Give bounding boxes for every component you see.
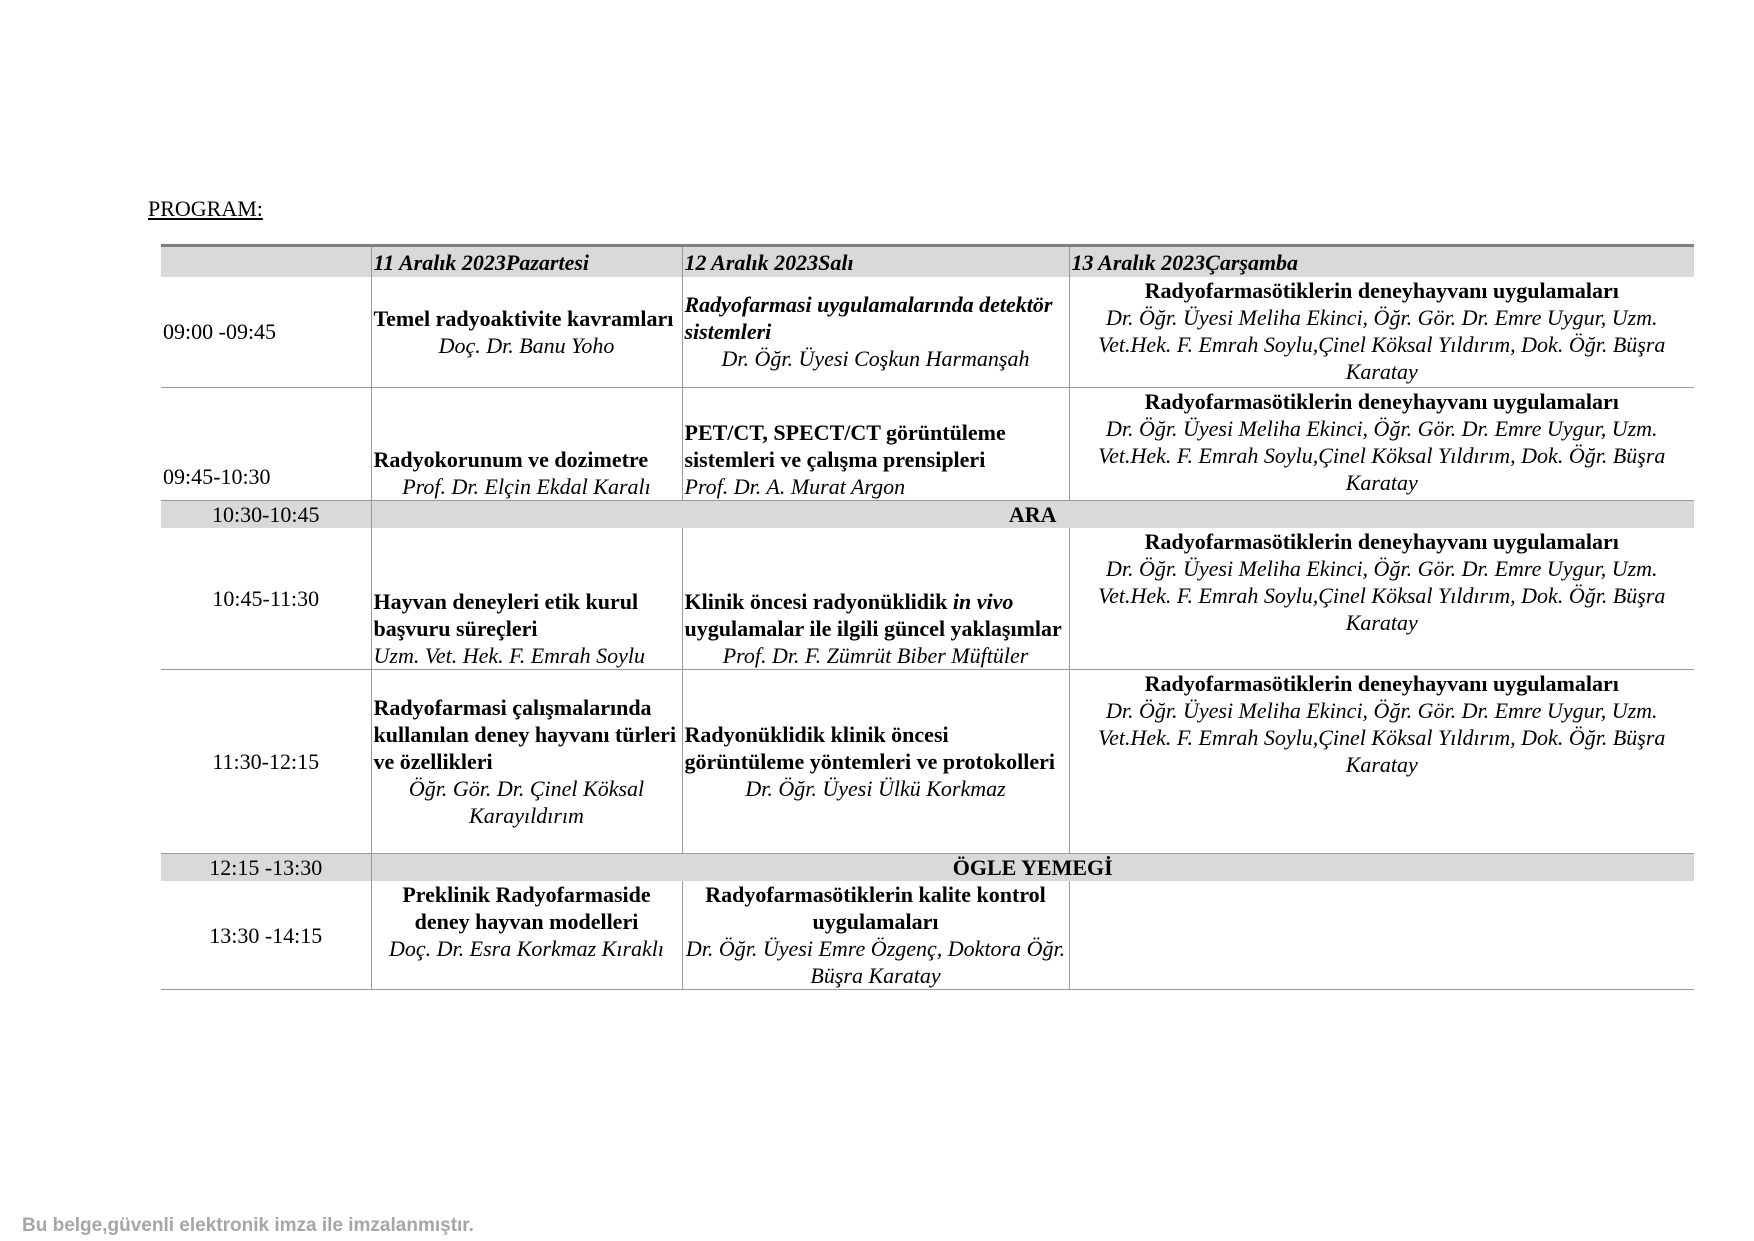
session-title: Radyofarmasötiklerin deneyhayvanı uygulamaları bbox=[1144, 278, 1619, 303]
table-header-row bbox=[161, 246, 1694, 278]
session-speaker: Dr. Öğr. Üyesi Meliha Ekinci, Öğr. Gör. Dr. Emre Uygur, Uzm. Vet.Hek. F. Emrah Soylu,Çinel Köksal Yıldırım, Dok. Öğr. Büşra Karatay bbox=[1098, 555, 1666, 635]
header-day-2: 12 Aralık 2023Salı bbox=[682, 246, 1069, 278]
table-row bbox=[161, 528, 1694, 670]
session-speaker: Prof. Dr. Elçin Ekdal Karalı bbox=[402, 473, 651, 499]
session-cell bbox=[1069, 277, 1694, 387]
schedule-table bbox=[161, 244, 1694, 990]
break-row bbox=[161, 500, 1694, 528]
table-row bbox=[161, 387, 1694, 500]
session-speaker: Uzm. Vet. Hek. F. Emrah Soylu bbox=[373, 643, 645, 668]
e-signature-watermark: Bu belge,güvenli elektronik imza ile imzalanmıştır. bbox=[22, 1215, 474, 1236]
session-cell bbox=[682, 387, 1069, 500]
session-title: Radyofarmasi çalışmalarında kullanılan deney hayvanı türleri ve özellikleri bbox=[373, 695, 677, 774]
empty-session-cell bbox=[1069, 881, 1694, 990]
session-cell bbox=[1069, 387, 1694, 500]
session-speaker: Dr. Öğr. Üyesi Meliha Ekinci, Öğr. Gör. Dr. Emre Uygur, Uzm. Vet.Hek. F. Emrah Soylu,Çinel Köksal Yıldırım, Dok. Öğr. Büşra Karatay bbox=[1098, 698, 1666, 777]
time-cell: 09:00 -09:45 bbox=[161, 277, 371, 387]
header-day-1: 11 Aralık 2023Pazartesi bbox=[371, 246, 682, 278]
session-speaker: Dr. Öğr. Üyesi Coşkun Harmanşah bbox=[721, 346, 1030, 372]
program-heading: PROGRAM: bbox=[148, 196, 263, 221]
session-cell bbox=[682, 881, 1069, 990]
break-row bbox=[161, 854, 1694, 882]
session-cell bbox=[1069, 670, 1694, 854]
session-title: Radyofarmasötiklerin deneyhayvanı uygulamaları bbox=[1144, 528, 1619, 554]
session-speaker: Doç. Dr. Banu Yoho bbox=[438, 332, 615, 358]
session-title: Radyonüklidik klinik öncesi görüntüleme yöntemleri ve protokolleri bbox=[684, 722, 1055, 774]
time-cell: 13:30 -14:15 bbox=[161, 881, 371, 990]
break-label: ÖGLE YEMEGİ bbox=[371, 854, 1694, 882]
session-speaker: Doç. Dr. Esra Korkmaz Kıraklı bbox=[388, 936, 664, 961]
header-day-3: 13 Aralık 2023Çarşamba bbox=[1069, 246, 1694, 278]
session-speaker: Öğr. Gör. Dr. Çinel Köksal Karayıldırım bbox=[408, 776, 645, 828]
session-title: Preklinik Radyofarmaside deney hayvan modelleri bbox=[402, 882, 651, 934]
session-speaker: Dr. Öğr. Üyesi Meliha Ekinci, Öğr. Gör. Dr. Emre Uygur, Uzm. Vet.Hek. F. Emrah Soylu,Çinel Köksal Yıldırım, Dok. Öğr. Büşra Karatay bbox=[1098, 415, 1666, 495]
header-empty-cell bbox=[161, 246, 371, 278]
session-cell bbox=[371, 528, 682, 670]
break-time: 10:30-10:45 bbox=[161, 500, 371, 528]
session-speaker: Dr. Öğr. Üyesi Emre Özgenç, Doktora Öğr. Büşra Karatay bbox=[685, 936, 1066, 988]
session-speaker: Prof. Dr. F. Zümrüt Biber Müftüler bbox=[722, 643, 1029, 668]
session-cell bbox=[371, 387, 682, 500]
break-time: 12:15 -13:30 bbox=[161, 854, 371, 882]
table-row bbox=[161, 277, 1694, 387]
session-cell bbox=[371, 277, 682, 387]
time-label: 09:45-10:30 bbox=[163, 463, 271, 489]
session-title: PET/CT, SPECT/CT görüntüleme sistemleri ve çalışma prensipleri bbox=[684, 419, 1006, 472]
title-part: Klinik öncesi radyonüklidik bbox=[684, 589, 953, 614]
session-title: Radyofarmasötiklerin deneyhayvanı uygulamaları bbox=[1144, 388, 1619, 414]
session-title: Temel radyoaktivite kavramları bbox=[373, 305, 674, 331]
time-cell: 10:45-11:30 bbox=[161, 528, 371, 670]
time-cell bbox=[161, 387, 371, 500]
session-cell bbox=[682, 670, 1069, 854]
session-title bbox=[685, 588, 1067, 642]
session-speaker: Dr. Öğr. Üyesi Ülkü Korkmaz bbox=[745, 776, 1006, 801]
session-title: Radyofarmasi uygulamalarında detektör sistemleri bbox=[684, 292, 1053, 345]
table-row bbox=[161, 881, 1694, 990]
session-cell bbox=[1069, 528, 1694, 670]
title-part: uygulamalar ile ilgili güncel yaklaşımlar bbox=[684, 616, 1062, 641]
time-cell: 11:30-12:15 bbox=[161, 670, 371, 854]
session-title: Hayvan deneyleri etik kurul başvuru süreçleri bbox=[373, 589, 639, 641]
session-title: Radyofarmasötiklerin deneyhayvanı uygulamaları bbox=[1144, 671, 1619, 696]
session-cell bbox=[682, 528, 1069, 670]
session-title: Radyofarmasötiklerin kalite kontrol uygulamaları bbox=[705, 882, 1046, 934]
session-speaker: Prof. Dr. A. Murat Argon bbox=[684, 473, 906, 499]
session-cell bbox=[371, 670, 682, 854]
title-italic-part: in vivo bbox=[952, 589, 1014, 614]
session-cell bbox=[371, 881, 682, 990]
session-speaker: Dr. Öğr. Üyesi Meliha Ekinci, Öğr. Gör. Dr. Emre Uygur, Uzm. Vet.Hek. F. Emrah Soylu,Çinel Köksal Yıldırım, Dok. Öğr. Büşra Karatay bbox=[1098, 305, 1666, 384]
session-cell bbox=[682, 277, 1069, 387]
break-label: ARA bbox=[371, 500, 1694, 528]
session-title: Radyokorunum ve dozimetre bbox=[373, 446, 649, 472]
table-row bbox=[161, 670, 1694, 854]
